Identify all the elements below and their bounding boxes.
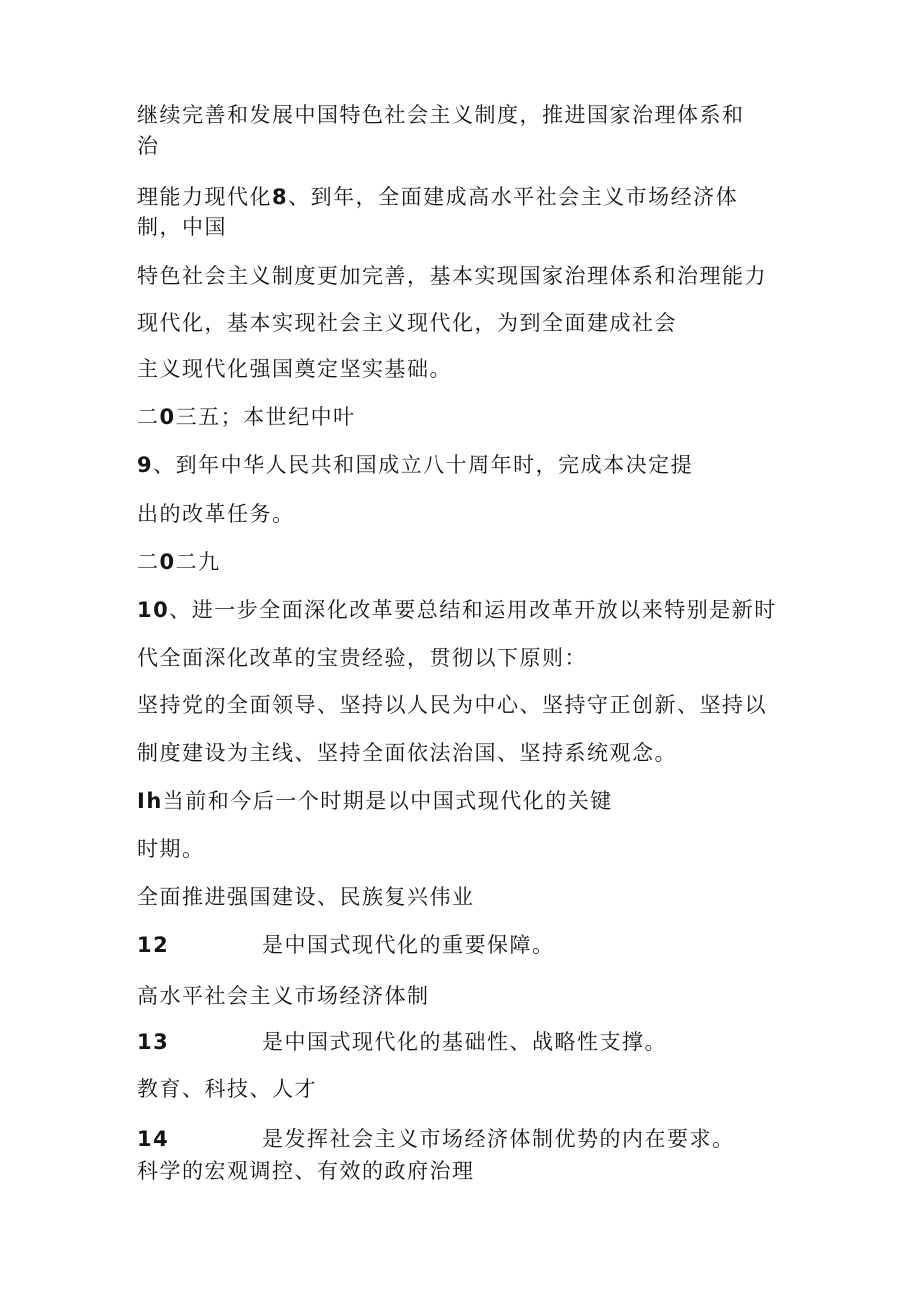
question-line: 13 是中国式现代化的基础性、战略性支撑。: [137, 1030, 667, 1054]
answer-line: 二0二九: [137, 550, 221, 574]
question-line: 12 是中国式现代化的重要保障。: [137, 933, 555, 957]
question-line: 10、进一步全面深化改革要总结和运用改革开放以来特别是新时: [137, 598, 777, 622]
answer-line: 高水平社会主义市场经济体制: [137, 984, 430, 1008]
question-line: Ih当前和今后一个时期是以中国式现代化的关键: [137, 789, 613, 813]
answer-line: 教育、科技、人才: [137, 1077, 317, 1101]
question-line: 9、到年中华人民共和国成立八十周年时，完成本决定提: [137, 453, 694, 477]
text-line: 继续完善和发展中国特色社会主义制度，推进国家治理体系和: [137, 103, 745, 127]
text-line: 治: [137, 134, 160, 158]
text-line: 理能力现代化8、到年，全面建成高水平社会主义市场经济体: [137, 185, 739, 209]
text-line: 制，中国: [137, 215, 227, 239]
text-line: 代全面深化改革的宝贵经验，贯彻以下原则：: [137, 646, 587, 670]
answer-line: 二0三五；本世纪中叶: [137, 405, 356, 429]
text-line: 出的改革任务。: [137, 502, 295, 526]
question-line: 14 是发挥社会主义市场经济体制优势的内在要求。: [137, 1127, 735, 1151]
text-line: 时期。: [137, 837, 205, 861]
answer-line: 制度建设为主线、坚持全面依法治国、坚持系统观念。: [137, 741, 677, 765]
answer-line: 坚持党的全面领导、坚持以人民为中心、坚持守正创新、坚持以: [137, 693, 767, 717]
text-line: 现代化，基本实现社会主义现代化，为到全面建成社会: [137, 311, 677, 335]
text-line: 主义现代化强国奠定坚实基础。: [137, 357, 452, 381]
text-line: 特色社会主义制度更加完善，基本实现国家治理体系和治理能力: [137, 264, 767, 288]
answer-line: 全面推进强国建设、民族复兴伟业: [137, 885, 475, 909]
answer-line: 科学的宏观调控、有效的政府治理: [137, 1159, 475, 1183]
